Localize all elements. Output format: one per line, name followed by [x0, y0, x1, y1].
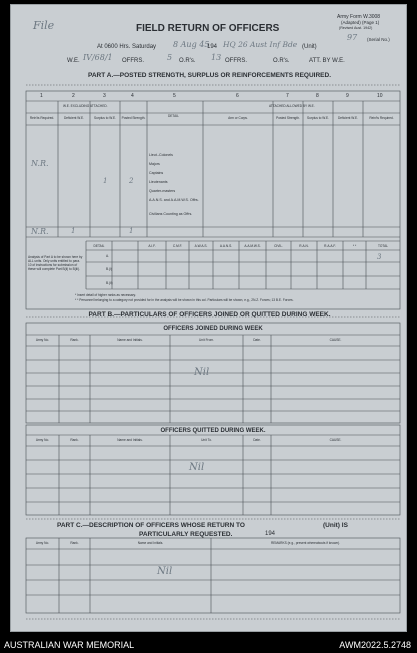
joined-h-5: Date.: [253, 338, 261, 342]
footnote-1: * Insert detail of higher ranks as necessary.: [75, 293, 136, 297]
sub-right-2: Posted Strength.: [276, 116, 300, 120]
analysis-h-10: * *: [352, 244, 357, 248]
part-c-year: 194: [265, 531, 276, 537]
joined-title: OFFICERS JOINED DURING WEEK: [163, 326, 263, 332]
col-num-7: 7: [286, 93, 289, 99]
part-c-line2: PARTICULARLY REQUESTED.: [139, 531, 233, 538]
detail-item-3: Captains: [149, 171, 164, 175]
joined-h-2: Rank.: [70, 338, 79, 342]
joined-h-4: Unit From.: [199, 338, 214, 342]
col-num-6: 6: [236, 93, 239, 99]
analysis-h-1: DETAIL: [93, 244, 105, 248]
revised-label: (Revised Aust. 1942): [339, 26, 373, 30]
analysis-row-bi: B.(i): [106, 267, 112, 271]
joined-nil: Nil: [194, 367, 210, 378]
file-annotation: File: [33, 19, 55, 32]
quitted-h-6: CAUSE.: [329, 438, 342, 442]
analysis-h-6: A.A.M.W.S.: [244, 244, 261, 248]
col-num-2: 2: [72, 93, 75, 99]
analysis-h-3: C.M.F.: [172, 244, 183, 248]
col-num-9: 9: [346, 93, 349, 99]
we-excl-header: W.E. EXCLUDING ATTACHED.: [63, 104, 108, 108]
detail-item-5: Quarter-masters: [149, 189, 176, 193]
part-b-title: PART B.—PARTICULARS OF OFFICERS JOINED OR QUITTED DURING WEEK.: [88, 311, 331, 318]
hw-two: 2: [129, 177, 134, 185]
analysis-h-11: TOTAL: [378, 244, 388, 248]
hw-one: 1: [103, 177, 108, 185]
sub-right-4: Deficient W.E.: [337, 116, 359, 120]
detail-item-7: Civilians Counting as Offrs.: [149, 212, 193, 216]
part-c-unit: (Unit) IS: [323, 522, 348, 529]
date-line-prefix: At 0600 Hrs. Saturday: [97, 44, 157, 50]
analysis-h-2: A.I.F.: [148, 244, 156, 248]
we-offrs-hw: 5: [167, 53, 173, 62]
we-ors-hw: 13: [211, 53, 222, 62]
analysis-h-8: R.A.N.: [299, 244, 309, 248]
detail-item-2: Majors: [149, 162, 160, 166]
quitted-h-3: Name and Initials.: [117, 438, 143, 442]
hw-three: 3: [377, 253, 382, 261]
detail-item-4: Lieutenants: [149, 180, 168, 184]
sub-left-3: Surplus to W.E.: [94, 116, 116, 120]
sub-right-5: Rein'ts Required.: [369, 116, 394, 120]
hw-one2: 1: [71, 227, 76, 235]
sub-left-2: Deficient W.E.: [63, 116, 85, 120]
joined-h-1: Army No.: [35, 338, 50, 342]
ors2-label: O.R's.: [273, 58, 290, 64]
part-c-h-2: Rank.: [70, 541, 79, 545]
form-title: FIELD RETURN OF OFFICERS: [136, 23, 280, 34]
unit-label: (Unit): [302, 44, 317, 50]
offrs2-label: OFFRS.: [225, 58, 247, 64]
hw-nr2: N.R.: [31, 227, 49, 236]
quitted-title: OFFICERS QUITTED DURING WEEK.: [160, 428, 266, 434]
part-c-h-4: REMARKS (e.g., present whereabouts if known).: [270, 541, 341, 545]
col-num-3: 3: [103, 93, 106, 99]
date-hw: 8 Aug 45: [173, 40, 210, 49]
col-num-8: 8: [316, 93, 319, 99]
joined-h-6: CAUSE.: [329, 338, 342, 342]
col-num-4: 4: [131, 93, 134, 99]
analysis-row-a: A.: [106, 254, 110, 258]
sub-left-1: Rein'ts Required.: [29, 116, 55, 120]
analysis-h-9: R.A.A.F.: [324, 244, 336, 248]
col-num-1: 1: [40, 93, 43, 99]
att-allowed-header: ATTACHED ALLOWED BY W.E.: [269, 104, 315, 108]
quitted-nil: Nil: [189, 462, 205, 473]
analysis-h-4: A.W.A.S.: [194, 244, 208, 248]
serial-hw: 97: [347, 33, 358, 42]
joined-h-3: Name and Initials.: [117, 338, 143, 342]
analysis-h-5: A.A.N.S.: [219, 244, 233, 248]
we-hw: IV/68/1: [83, 53, 113, 62]
col-num-10: 10: [377, 93, 383, 99]
ors-label: O.R's.: [179, 58, 196, 64]
hw-one3: 1: [129, 227, 134, 235]
detail-item-6: A.A.N.S. and A.A.M.W.S. Offrs.: [149, 198, 199, 202]
form-grid: [11, 5, 408, 633]
analysis-h-7: CIVIL.: [274, 244, 283, 248]
form-sheet: [10, 4, 407, 632]
footnote-2: * * Personnel belonging to a category not provided for in the analysis will be shown in this col. Particulars will be shown, e.g., 2N.Z. Forces; 13 B.E. Forces.: [75, 298, 294, 302]
sub-right-1: Arm or Corps.: [228, 116, 248, 120]
sub-right-3: Surplus to W.E.: [307, 116, 329, 120]
adapted-label: (Adapted) (Page 1): [341, 20, 380, 25]
unit-hw: HQ 26 Aust Inf Bde: [223, 40, 298, 49]
part-c-h-1: Army No.: [35, 541, 50, 545]
hw-nr: N.R.: [31, 159, 49, 168]
detail-item-1: Lieut.-Colonels: [149, 153, 173, 157]
year-label: 194: [207, 44, 218, 50]
part-c-title: PART C.—DESCRIPTION OF OFFICERS WHOSE RETURN TO: [57, 522, 245, 529]
footer-right: AWM2022.5.2748: [339, 640, 411, 650]
analysis-row-bii: B.(ii): [106, 281, 113, 285]
serial-label: (Serial No.): [367, 37, 390, 42]
footer-left: AUSTRALIAN WAR MEMORIAL: [4, 640, 135, 650]
we-label: W.E.: [67, 58, 80, 64]
quitted-h-5: Date.: [253, 438, 261, 442]
col-num-5: 5: [173, 93, 176, 99]
quitted-h-4: Unit To.: [201, 438, 212, 442]
quitted-h-1: Army No.: [35, 438, 50, 442]
part-c-nil: Nil: [157, 566, 173, 577]
army-form-label: Army Form W.3008: [337, 14, 381, 20]
part-c-h-3: Name and Initials.: [137, 541, 164, 545]
quitted-h-2: Rank.: [70, 438, 79, 442]
detail-header: DETAIL: [168, 114, 179, 118]
att-label: ATT. BY W.E.: [309, 58, 345, 64]
offrs-label: OFFRS.: [122, 58, 144, 64]
analysis-note: Analysis of Part A to be shown here by ALL units. Only units entitled to para. 10 of instructions for submission of these will complete Part B(ii) to B(iii).: [28, 255, 83, 271]
part-a-title: PART A.—POSTED STRENGTH, SURPLUS OR REINFORCEMENTS REQUIRED.: [87, 72, 332, 79]
sub-left-4: Posted Strength.: [121, 116, 146, 120]
